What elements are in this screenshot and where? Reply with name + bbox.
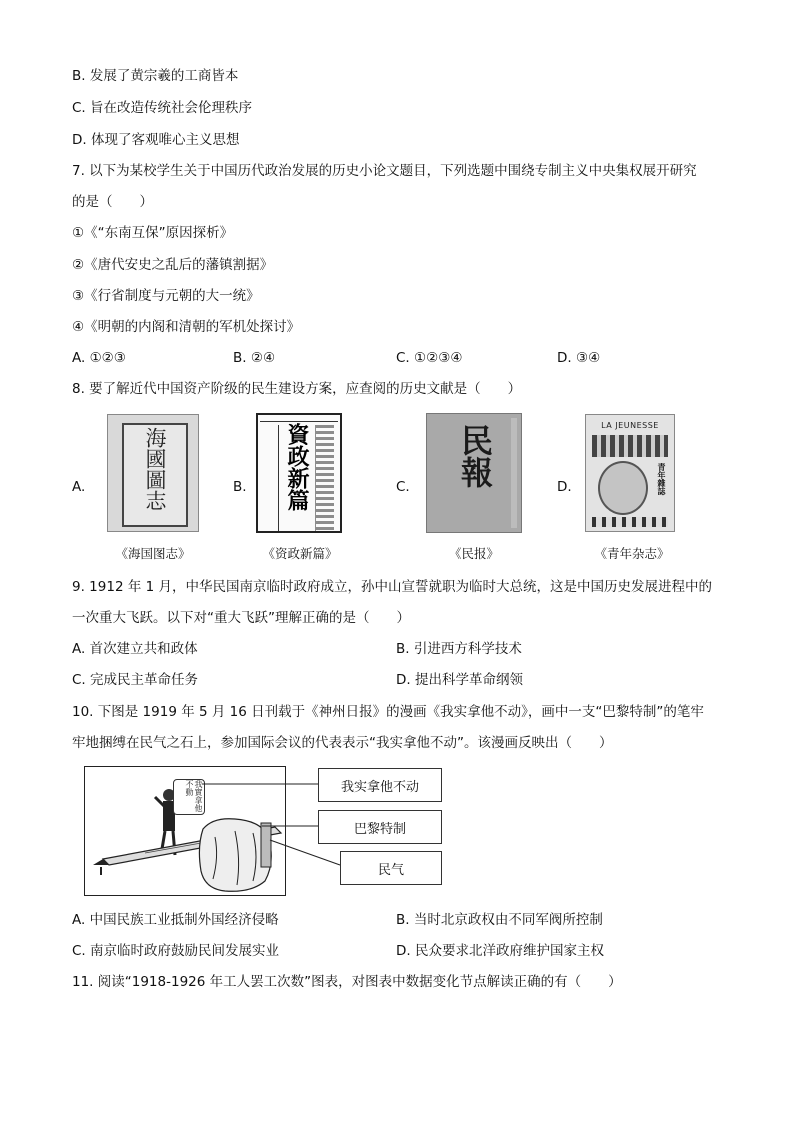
q9-option-b: B. 引进西方科学技术 (396, 641, 522, 657)
q7-item-1: ①《“东南互保”原因探析》 (72, 225, 234, 241)
q10-cartoon-bubble-text: 我實拿他不動 (185, 780, 203, 812)
q8-cover-text-a: 海國圖志 (143, 427, 167, 511)
q8-cover-text-d: LA JEUNESSE (601, 421, 659, 430)
q8-image-qingnianzazhi: LA JEUNESSE 青年雜誌 (585, 414, 675, 532)
q7-option-a: A. ①②③ (72, 350, 126, 366)
q10-stem-line1: 10. 下图是 1919 年 5 月 16 日刊载于《神州日报》的漫画《我实拿他不动》，画中一支“巴黎特制”的笔牢 (72, 704, 704, 720)
q7-stem-line2: 的是（ ） (72, 194, 153, 210)
q7-option-d: D. ③④ (557, 350, 601, 366)
q10-option-c: C. 南京临时政府鼓励民间发展实业 (72, 943, 280, 959)
q8-option-a-letter: A. (72, 479, 86, 495)
q8-cover-text-c: 民報 (456, 424, 494, 488)
q8-image-minbao (426, 413, 522, 533)
q6-option-c: C. 旨在改造传统社会伦理秩序 (72, 100, 253, 116)
q10-callout-wo-shi-na-ta-bu-dong: 我实拿他不动 (318, 768, 442, 802)
q10-option-a: A. 中国民族工业抵制外国经济侵略 (72, 912, 279, 928)
q8-option-b-letter: B. (233, 479, 247, 495)
q9-stem-line2: 一次重大飞跃。以下对“重大飞跃”理解正确的是（ ） (72, 610, 410, 626)
q7-stem-line1: 7. 以下为某校学生关于中国历代政治发展的历史小论文题目，下列选题中围绕专制主义中央集权展开研究 (72, 163, 697, 179)
q10-option-d: D. 民众要求北洋政府维护国家主权 (396, 943, 604, 959)
q8-caption-b: 《资政新篇》 (262, 546, 338, 561)
q8-image-haiguotuzhi (107, 414, 199, 532)
q10-option-b: B. 当时北京政权由不同军阀所控制 (396, 912, 603, 928)
q10-stem-line2: 牢地捆缚在民气之石上，参加国际会议的代表表示“我实拿他不动”。该漫画反映出（ ） (72, 735, 613, 751)
q10-callout-minqi: 民气 (340, 851, 442, 885)
q7-option-c: C. ①②③④ (396, 350, 463, 366)
q6-option-d: D. 体现了客观唯心主义思想 (72, 132, 240, 148)
q9-option-a: A. 首次建立共和政体 (72, 641, 198, 657)
q11-stem: 11. 阅读“1918-1926 年工人罢工次数”图表，对图表中数据变化节点解读正确的有（ ） (72, 974, 622, 990)
q6-option-b: B. 发展了黄宗羲的工商皆本 (72, 68, 239, 84)
q8-caption-d: 《青年杂志》 (594, 546, 670, 561)
q9-option-c: C. 完成民主革命任务 (72, 672, 199, 688)
q8-option-d-letter: D. (557, 479, 572, 495)
q8-cover-text-b: 資政新篇 (284, 423, 310, 511)
q10-callout-bali-tezhi: 巴黎特制 (318, 810, 442, 844)
q8-caption-a: 《海国图志》 (115, 546, 191, 561)
q7-item-2: ②《唐代安史之乱后的藩镇割据》 (72, 257, 274, 273)
q7-item-4: ④《明朝的内阁和清朝的军机处探讨》 (72, 319, 301, 335)
q10-cartoon (84, 766, 286, 896)
q7-option-b: B. ②④ (233, 350, 276, 366)
q8-stem: 8. 要了解近代中国资产阶级的民生建设方案，应查阅的历史文献是（ ） (72, 381, 522, 397)
q8-image-zizhengxinpian (256, 413, 342, 533)
q9-stem-line1: 9. 1912 年 1 月，中华民国南京临时政府成立，孙中山宣誓就职为临时大总统，这是中国历史发展进程中的 (72, 579, 712, 595)
q9-option-d: D. 提出科学革命纲领 (396, 672, 523, 688)
q8-option-c-letter: C. (396, 479, 410, 495)
q7-item-3: ③《行省制度与元朝的大一统》 (72, 288, 260, 304)
q8-caption-c: 《民报》 (448, 546, 499, 561)
